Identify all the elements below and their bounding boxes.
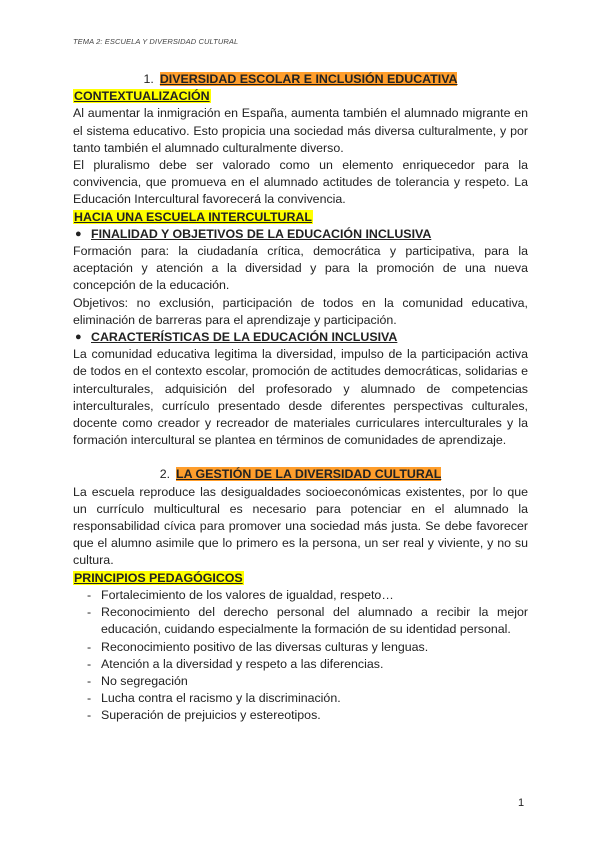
dash-icon: -: [87, 691, 92, 706]
dash-icon: -: [87, 587, 92, 602]
bullet-dot-icon: ●: [75, 227, 82, 240]
list-item: [73, 639, 528, 656]
section-spacer: [73, 449, 528, 466]
context-heading-line: [73, 88, 528, 105]
section-1-title: DIVERSIDAD ESCOLAR E INCLUSIÓN EDUCATIVA: [159, 72, 458, 86]
document-body: [73, 71, 528, 725]
list-item-text: Reconocimiento positivo de las diversas culturas y lenguas.: [101, 639, 429, 654]
list-item-text: Fortalecimiento de los valores de igualdad, respeto…: [101, 587, 394, 602]
list-item: [73, 690, 528, 707]
list-item: [73, 604, 528, 638]
list-item-text: Reconocimiento del derecho personal del alumnado a recibir la mejor educación, cuidando especialmente la formación de su identidad personal.: [101, 605, 528, 637]
section-1-heading: [73, 71, 528, 88]
principles-heading-line: [73, 570, 528, 587]
dash-icon: -: [87, 673, 92, 688]
dash-icon: -: [87, 656, 92, 671]
principles-heading: PRINCIPIOS PEDAGÓGICOS: [74, 570, 243, 585]
finalidad-bullet: [73, 226, 528, 243]
section-2-title: LA GESTIÓN DE LA DIVERSIDAD CULTURAL: [176, 467, 442, 482]
intercultural-heading-line: [73, 209, 528, 226]
formacion-paragraph: Formación para: la ciudadanía crítica, democrática y participativa, para la aceptación y atención a la diversidad y para la promoción de una nueva concepción de la educación.: [73, 244, 528, 293]
principles-list: [73, 587, 528, 725]
caracteristicas-paragraph: La comunidad educativa legitima la diversidad, impulso de la participación activa de todos en el contexto escolar, promoción de actitudes democráticas, solidarias e interculturales, adquisición del profesorado y alumnado de competencias interculturales, currículo presentado desde diferentes perspectivas culturales, docente como creador y recreador de materiales curriculares interculturales y la formación intercultural se plantea en términos de comunidades de aprendizaje.: [73, 347, 528, 448]
context-heading: CONTEXTUALIZACIÓN: [74, 89, 210, 104]
dash-icon: -: [87, 639, 92, 654]
gestion-paragraph: La escuela reproduce las desigualdades socioeconómicas existentes, por lo que un currículo multicultural es necesario para potenciar en el alumnado la responsabilidad cívica para promover una sociedad más justa. Se debe favorecer que el alumno asimile que lo primero es la persona, un ser real y viviente, y no su cultura.: [73, 484, 528, 568]
context-paragraph-2: El pluralismo debe ser valorado como un elemento enriquecedor para la convivencia, que promueva en el alumnado actitudes de tolerancia y respeto. La Educación Intercultural favorecerá la convivencia.: [73, 158, 528, 207]
section-1-number: 1.: [143, 72, 154, 86]
context-paragraph-1: Al aumentar la inmigración en España, aumenta también el alumnado migrante en el sistema educativo. Esto propicia una sociedad más diversa culturalmente, y por tanto también el alumnado culturalmente diverso.: [73, 106, 528, 155]
running-header: TEMA 2: ESCUELA Y DIVERSIDAD CULTURAL: [73, 37, 239, 46]
list-item-text: No segregación: [101, 673, 188, 688]
finalidad-heading: FINALIDAD Y OBJETIVOS DE LA EDUCACIÓN INCLUSIVA: [91, 226, 432, 241]
caracteristicas-heading: CARACTERÍSTICAS DE LA EDUCACIÓN INCLUSIVA: [91, 330, 398, 345]
dash-icon: -: [87, 605, 92, 620]
page-number: 1: [518, 797, 525, 809]
section-2-heading: [73, 466, 528, 483]
intercultural-heading: HACIA UNA ESCUELA INTERCULTURAL: [74, 209, 312, 224]
list-item-text: Lucha contra el racismo y la discriminación.: [101, 691, 341, 706]
section-2-number: 2.: [159, 467, 171, 482]
objetivos-paragraph: Objetivos: no exclusión, participación de todos en la comunidad educativa, eliminación de barreras para el aprendizaje y participación.: [73, 295, 528, 327]
list-item: [73, 707, 528, 724]
list-item: [73, 587, 528, 604]
list-item: [73, 673, 528, 690]
list-item-text: Atención a la diversidad y respeto a las diferencias.: [101, 656, 384, 671]
caracteristicas-bullet: [73, 329, 528, 346]
dash-icon: -: [87, 708, 92, 723]
list-item-text: Superación de prejuicios y estereotipos.: [101, 708, 321, 723]
bullet-dot-icon: ●: [75, 331, 82, 344]
list-item: [73, 656, 528, 673]
